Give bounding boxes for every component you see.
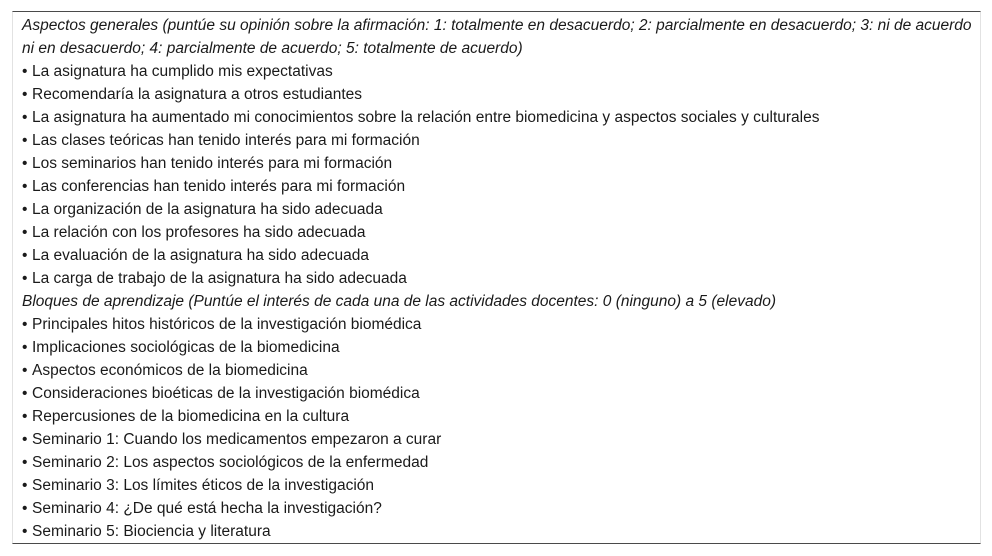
- bullet-icon: •: [22, 339, 28, 356]
- list-item-label: Seminario 2: Los aspectos sociológicos de la enfermedad: [32, 454, 429, 471]
- bullet-icon: •: [22, 454, 28, 471]
- list-item-label: La asignatura ha aumentado mi conocimientos sobre la relación entre biomedicina y aspectos sociales y culturales: [32, 109, 820, 126]
- bullet-icon: •: [22, 247, 28, 264]
- list-item-label: Consideraciones bioéticas de la investigación biomédica: [32, 385, 420, 402]
- list-item: [22, 497, 974, 520]
- bullet-icon: •: [22, 431, 28, 448]
- bullet-icon: •: [22, 178, 28, 195]
- list-item: [22, 428, 974, 451]
- list-item: [22, 152, 974, 175]
- list-item-label: Las clases teóricas han tenido interés para mi formación: [32, 132, 420, 149]
- bullet-icon: •: [22, 408, 28, 425]
- list-item: [22, 129, 974, 152]
- list-item: [22, 451, 974, 474]
- list-item-label: La organización de la asignatura ha sido adecuada: [32, 201, 383, 218]
- list-item: [22, 60, 974, 83]
- list-item: [22, 382, 974, 405]
- list-item: [22, 221, 974, 244]
- list-item: [22, 336, 974, 359]
- bullet-icon: •: [22, 109, 28, 126]
- section-heading-aspectos-generales: Aspectos generales (puntúe su opinión sobre la afirmación: 1: totalmente en desacuerdo; 2: parcialmente en desacuerdo; 3: ni de acuerdo ni en desacuerdo; 4: parcialmente de acuerdo; 5: totalmente de acuerdo): [22, 17, 972, 57]
- list-item-label: Aspectos económicos de la biomedicina: [32, 362, 308, 379]
- list-item-label: Recomendaría la asignatura a otros estudiantes: [32, 86, 363, 103]
- bullet-icon: •: [22, 86, 28, 103]
- list-item: [22, 267, 974, 290]
- bullet-icon: •: [22, 523, 28, 540]
- list-item-label: Las conferencias han tenido interés para mi formación: [32, 178, 406, 195]
- bullet-icon: •: [22, 500, 28, 517]
- section-heading-bloques-de-aprendizaje: Bloques de aprendizaje (Puntúe el interés de cada una de las actividades docentes: 0 (ninguno) a 5 (elevado): [22, 293, 776, 310]
- list-item-label: Repercusiones de la biomedicina en la cultura: [32, 408, 350, 425]
- bullet-icon: •: [22, 201, 28, 218]
- list-item: [22, 474, 974, 497]
- list-item: [22, 313, 974, 336]
- list-item: [22, 405, 974, 428]
- list-item-label: Los seminarios han tenido interés para mi formación: [32, 155, 393, 172]
- bullet-icon: •: [22, 362, 28, 379]
- list-item-label: La evaluación de la asignatura ha sido adecuada: [32, 247, 369, 264]
- list-item: [22, 359, 974, 382]
- list-item: [22, 106, 974, 129]
- list-item-label: Implicaciones sociológicas de la biomedicina: [32, 339, 340, 356]
- list-item-label: Principales hitos históricos de la investigación biomédica: [32, 316, 422, 333]
- bullet-icon: •: [22, 224, 28, 241]
- list-item-label: Seminario 5: Biociencia y literatura: [32, 523, 271, 540]
- list-item: [22, 520, 974, 543]
- list-item: [22, 83, 974, 106]
- list-item: [22, 175, 974, 198]
- list-item-label: La relación con los profesores ha sido adecuada: [32, 224, 366, 241]
- list-item: [22, 244, 974, 267]
- bullet-icon: •: [22, 316, 28, 333]
- bullet-icon: •: [22, 63, 28, 80]
- table-content: [22, 14, 974, 543]
- list-item-label: Seminario 1: Cuando los medicamentos empezaron a curar: [32, 431, 442, 448]
- list-item-label: Seminario 4: ¿De qué está hecha la investigación?: [32, 500, 382, 517]
- list-item: [22, 198, 974, 221]
- list-item-label: Seminario 3: Los límites éticos de la investigación: [32, 477, 375, 494]
- bullet-icon: •: [22, 270, 28, 287]
- list-item-label: La asignatura ha cumplido mis expectativas: [32, 63, 333, 80]
- list-item-label: La carga de trabajo de la asignatura ha sido adecuada: [32, 270, 407, 287]
- bullet-icon: •: [22, 155, 28, 172]
- bullet-icon: •: [22, 477, 28, 494]
- bullet-icon: •: [22, 385, 28, 402]
- questionnaire-table: [12, 11, 981, 544]
- bullet-icon: •: [22, 132, 28, 149]
